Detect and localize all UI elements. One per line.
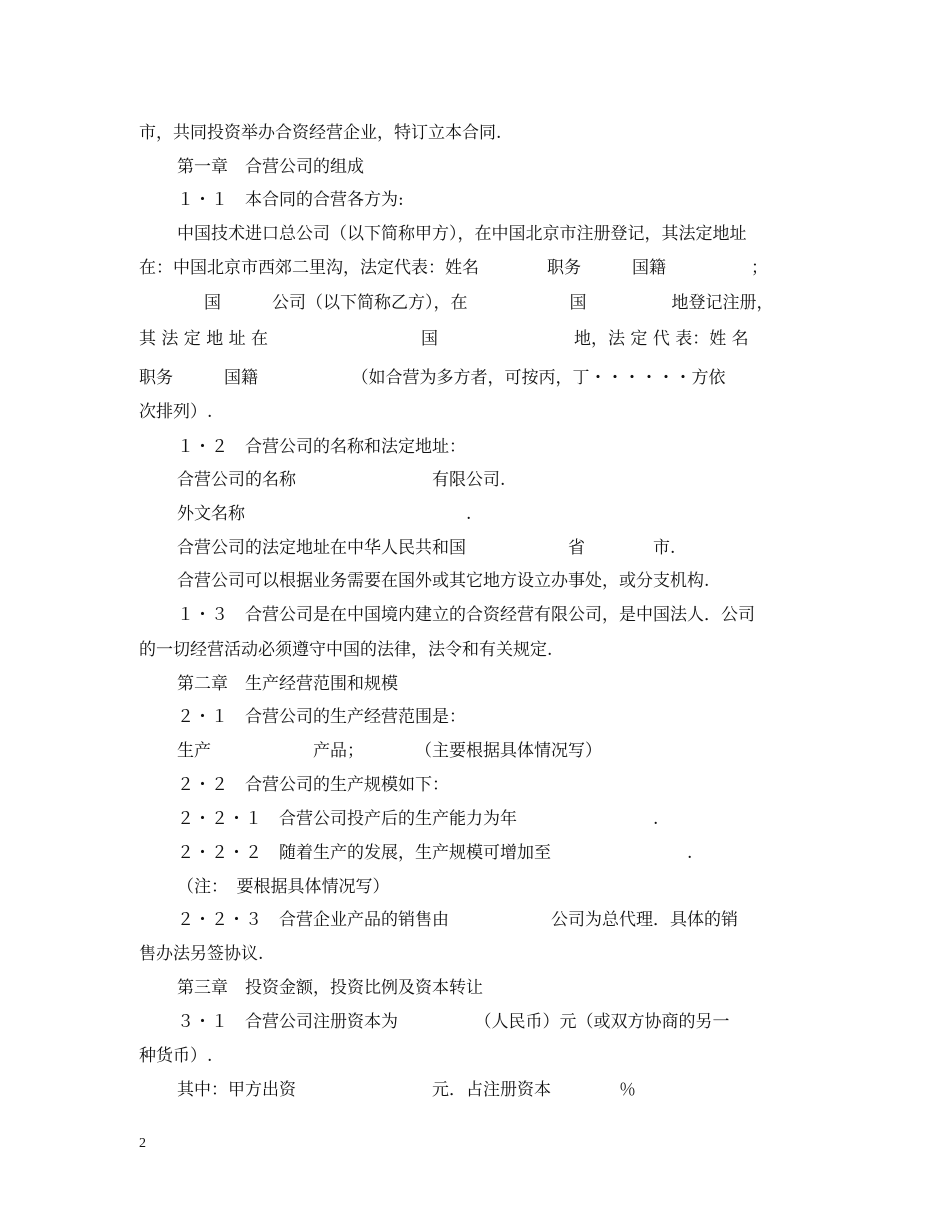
text-line: 其中：甲方出资 元．占注册资本 ％ bbox=[177, 1080, 636, 1100]
clause: １・２ 合营公司的名称和法定地址： bbox=[177, 437, 466, 457]
text-line: 职务 国籍 （如合营为多方者，可按丙，丁・・・・・・方依 bbox=[139, 368, 726, 388]
text-line: 在：中国北京市西郊二里沟，法定代表：姓名 职务 国籍 ； bbox=[139, 258, 768, 278]
text-line: 其 法 定 地 址 在 国 地，法 定 代 表：姓 名 bbox=[139, 329, 749, 349]
chapter-heading: 第二章 生产经营范围和规模 bbox=[177, 674, 398, 694]
text-line: 售办法另签协议. bbox=[139, 944, 264, 964]
text-line: 生产 产品； （主要根据具体情况写） bbox=[177, 741, 602, 761]
clause: ２・２・１ 合营公司投产后的生产能力为年 . bbox=[177, 809, 659, 829]
text-line: 中国技术进口总公司（以下简称甲方），在中国北京市注册登记，其法定地址 bbox=[177, 224, 747, 244]
text-line: 合营公司的法定地址在中华人民共和国 省 市. bbox=[177, 538, 676, 558]
text-line: 国 公司（以下简称乙方），在 国 地登记注册， bbox=[170, 293, 774, 313]
text-line: 外文名称 . bbox=[177, 504, 472, 524]
page-number: 2 bbox=[139, 1136, 146, 1151]
clause: ３・１ 合营公司注册资本为 （人民币）元（或双方协商的另一 bbox=[177, 1012, 730, 1032]
chapter-heading: 第三章 投资金额，投资比例及资本转让 bbox=[177, 978, 483, 998]
clause: １・１ 本合同的合营各方为: bbox=[177, 190, 404, 210]
text-line: 合营公司的名称 有限公司. bbox=[177, 470, 506, 490]
text-line: 次排列）. bbox=[139, 402, 213, 422]
clause: ２・１ 合营公司的生产经营范围是： bbox=[177, 707, 466, 727]
text-line: 的一切经营活动必须遵守中国的法律，法令和有关规定. bbox=[139, 640, 553, 660]
text-line: 种货币）. bbox=[139, 1046, 213, 1066]
clause: １・３ 合营公司是在中国境内建立的合资经营有限公司，是中国法人．公司 bbox=[177, 605, 755, 625]
note: （注： 要根据具体情况写） bbox=[177, 877, 390, 897]
clause: ２・２・３ 合营企业产品的销售由 公司为总代理．具体的销 bbox=[177, 910, 738, 930]
clause: ２・２・２ 随着生产的发展，生产规模可增加至 . bbox=[177, 843, 693, 863]
text-line: 市，共同投资举办合资经营企业，特订立本合同. bbox=[139, 123, 502, 143]
clause: ２・２ 合营公司的生产规模如下： bbox=[177, 775, 449, 795]
chapter-heading: 第一章 合营公司的组成 bbox=[177, 157, 364, 177]
text-line: 合营公司可以根据业务需要在国外或其它地方设立办事处，或分支机构. bbox=[177, 571, 710, 591]
